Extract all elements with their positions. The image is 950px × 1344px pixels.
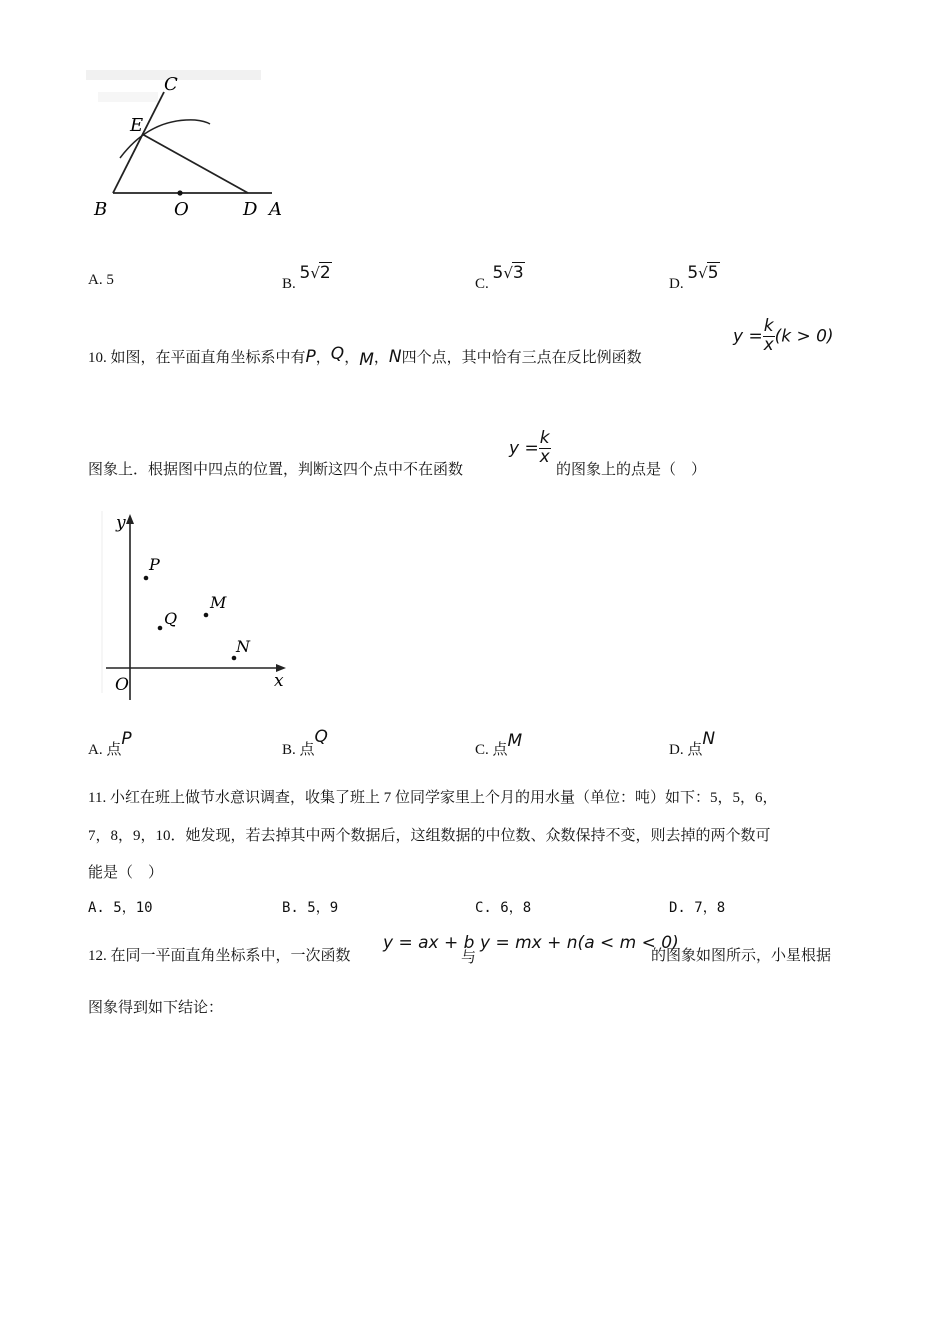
- q9-option-b[interactable]: [282, 262, 332, 292]
- q12-stem-prefix: 12. 在同一平面直角坐标系中，一次函数: [88, 948, 351, 964]
- option-value: 5: [106, 272, 114, 288]
- linear-function-1: y = ax + b: [383, 933, 475, 953]
- q11-option-c[interactable]: C. 6，8: [475, 900, 532, 916]
- q10-stem-line2: 图象上．根据图中四点的位置，判断这四个点中不在函数: [88, 462, 464, 478]
- label-d: D: [243, 199, 258, 220]
- q12-stem-suffix: 的图象如图所示，小星根据: [651, 948, 832, 964]
- option-letter: C.: [475, 276, 489, 292]
- point-m: [204, 613, 209, 618]
- q10-stem-line2-suffix: 的图象上的点是（ ）: [556, 462, 707, 478]
- option-value: 5√3: [492, 263, 524, 283]
- q9-option-a[interactable]: [88, 272, 114, 289]
- var-n: N: [388, 347, 402, 367]
- option-letter: A.: [88, 272, 103, 288]
- option-value: 5√5: [687, 263, 719, 283]
- y-axis-arrow: [126, 514, 134, 524]
- point-o: [177, 190, 182, 195]
- q11-option-a[interactable]: A. 5，10: [88, 900, 153, 916]
- label-e: E: [130, 115, 144, 136]
- x-axis-label: x: [274, 671, 284, 691]
- label-a: A: [269, 199, 282, 220]
- inverse-function-formula: y = $\frac{k}{x}$ (k > 0): [733, 316, 834, 355]
- q11-stem-line3: 能是（ ）: [88, 865, 164, 881]
- geometry-figure: [80, 68, 300, 228]
- q11-stem-line1: 11. 小红在班上做节水意识调查，收集了班上 7 位同学家里上个月的用水量（单位：吨）如下：5，5，6，: [88, 790, 778, 806]
- label-q: Q: [164, 609, 178, 628]
- label-c: C: [164, 74, 178, 95]
- q11-option-b[interactable]: B. 5，9: [282, 900, 339, 916]
- inverse-function-formula-2: y = $\frac{k}{x}$: [509, 428, 550, 467]
- coordinate-figure: [96, 508, 296, 703]
- q10-stem-line1: 10. 如图，在平面直角坐标系中有P，Q，M，N四个点，其中恰有三点在反比例函数: [88, 344, 642, 370]
- q12-stem-mid: 与: [461, 950, 477, 966]
- point-q: [158, 626, 163, 631]
- q11-option-d[interactable]: D. 7，8: [669, 900, 726, 916]
- q10-option-d[interactable]: D. 点N: [669, 729, 716, 758]
- option-value: 5√2: [299, 263, 331, 283]
- var-p: P: [305, 347, 316, 367]
- q10-option-b[interactable]: B. 点Q: [282, 727, 328, 758]
- q10-option-a[interactable]: A. 点P: [88, 729, 132, 758]
- q9-option-d[interactable]: [669, 262, 720, 292]
- var-m: M: [359, 350, 374, 370]
- q12-stem-line2: 图象得到如下结论：: [88, 1000, 224, 1016]
- point-p: [144, 576, 149, 581]
- option-letter: D.: [669, 276, 684, 292]
- q11-stem-line2: 7，8，9，10．她发现，若去掉其中两个数据后，这组数据的中位数、众数保持不变，则去掉的两个数可: [88, 828, 771, 844]
- label-p: P: [149, 555, 160, 574]
- label-b: B: [94, 199, 108, 220]
- label-n: N: [236, 637, 250, 656]
- y-axis-label: y: [116, 513, 126, 533]
- q10-option-c[interactable]: C. 点M: [475, 731, 523, 758]
- point-n: [232, 656, 237, 661]
- q9-option-c[interactable]: [475, 262, 525, 292]
- label-o: O: [174, 199, 189, 220]
- linear-function-2: y = mx + n(a < m < 0): [480, 933, 679, 953]
- option-letter: B.: [282, 276, 296, 292]
- segment-ed: [142, 134, 248, 193]
- scan-smudge: [98, 92, 158, 102]
- origin-label: O: [115, 675, 129, 695]
- var-q: Q: [330, 344, 345, 364]
- label-m: M: [210, 593, 227, 612]
